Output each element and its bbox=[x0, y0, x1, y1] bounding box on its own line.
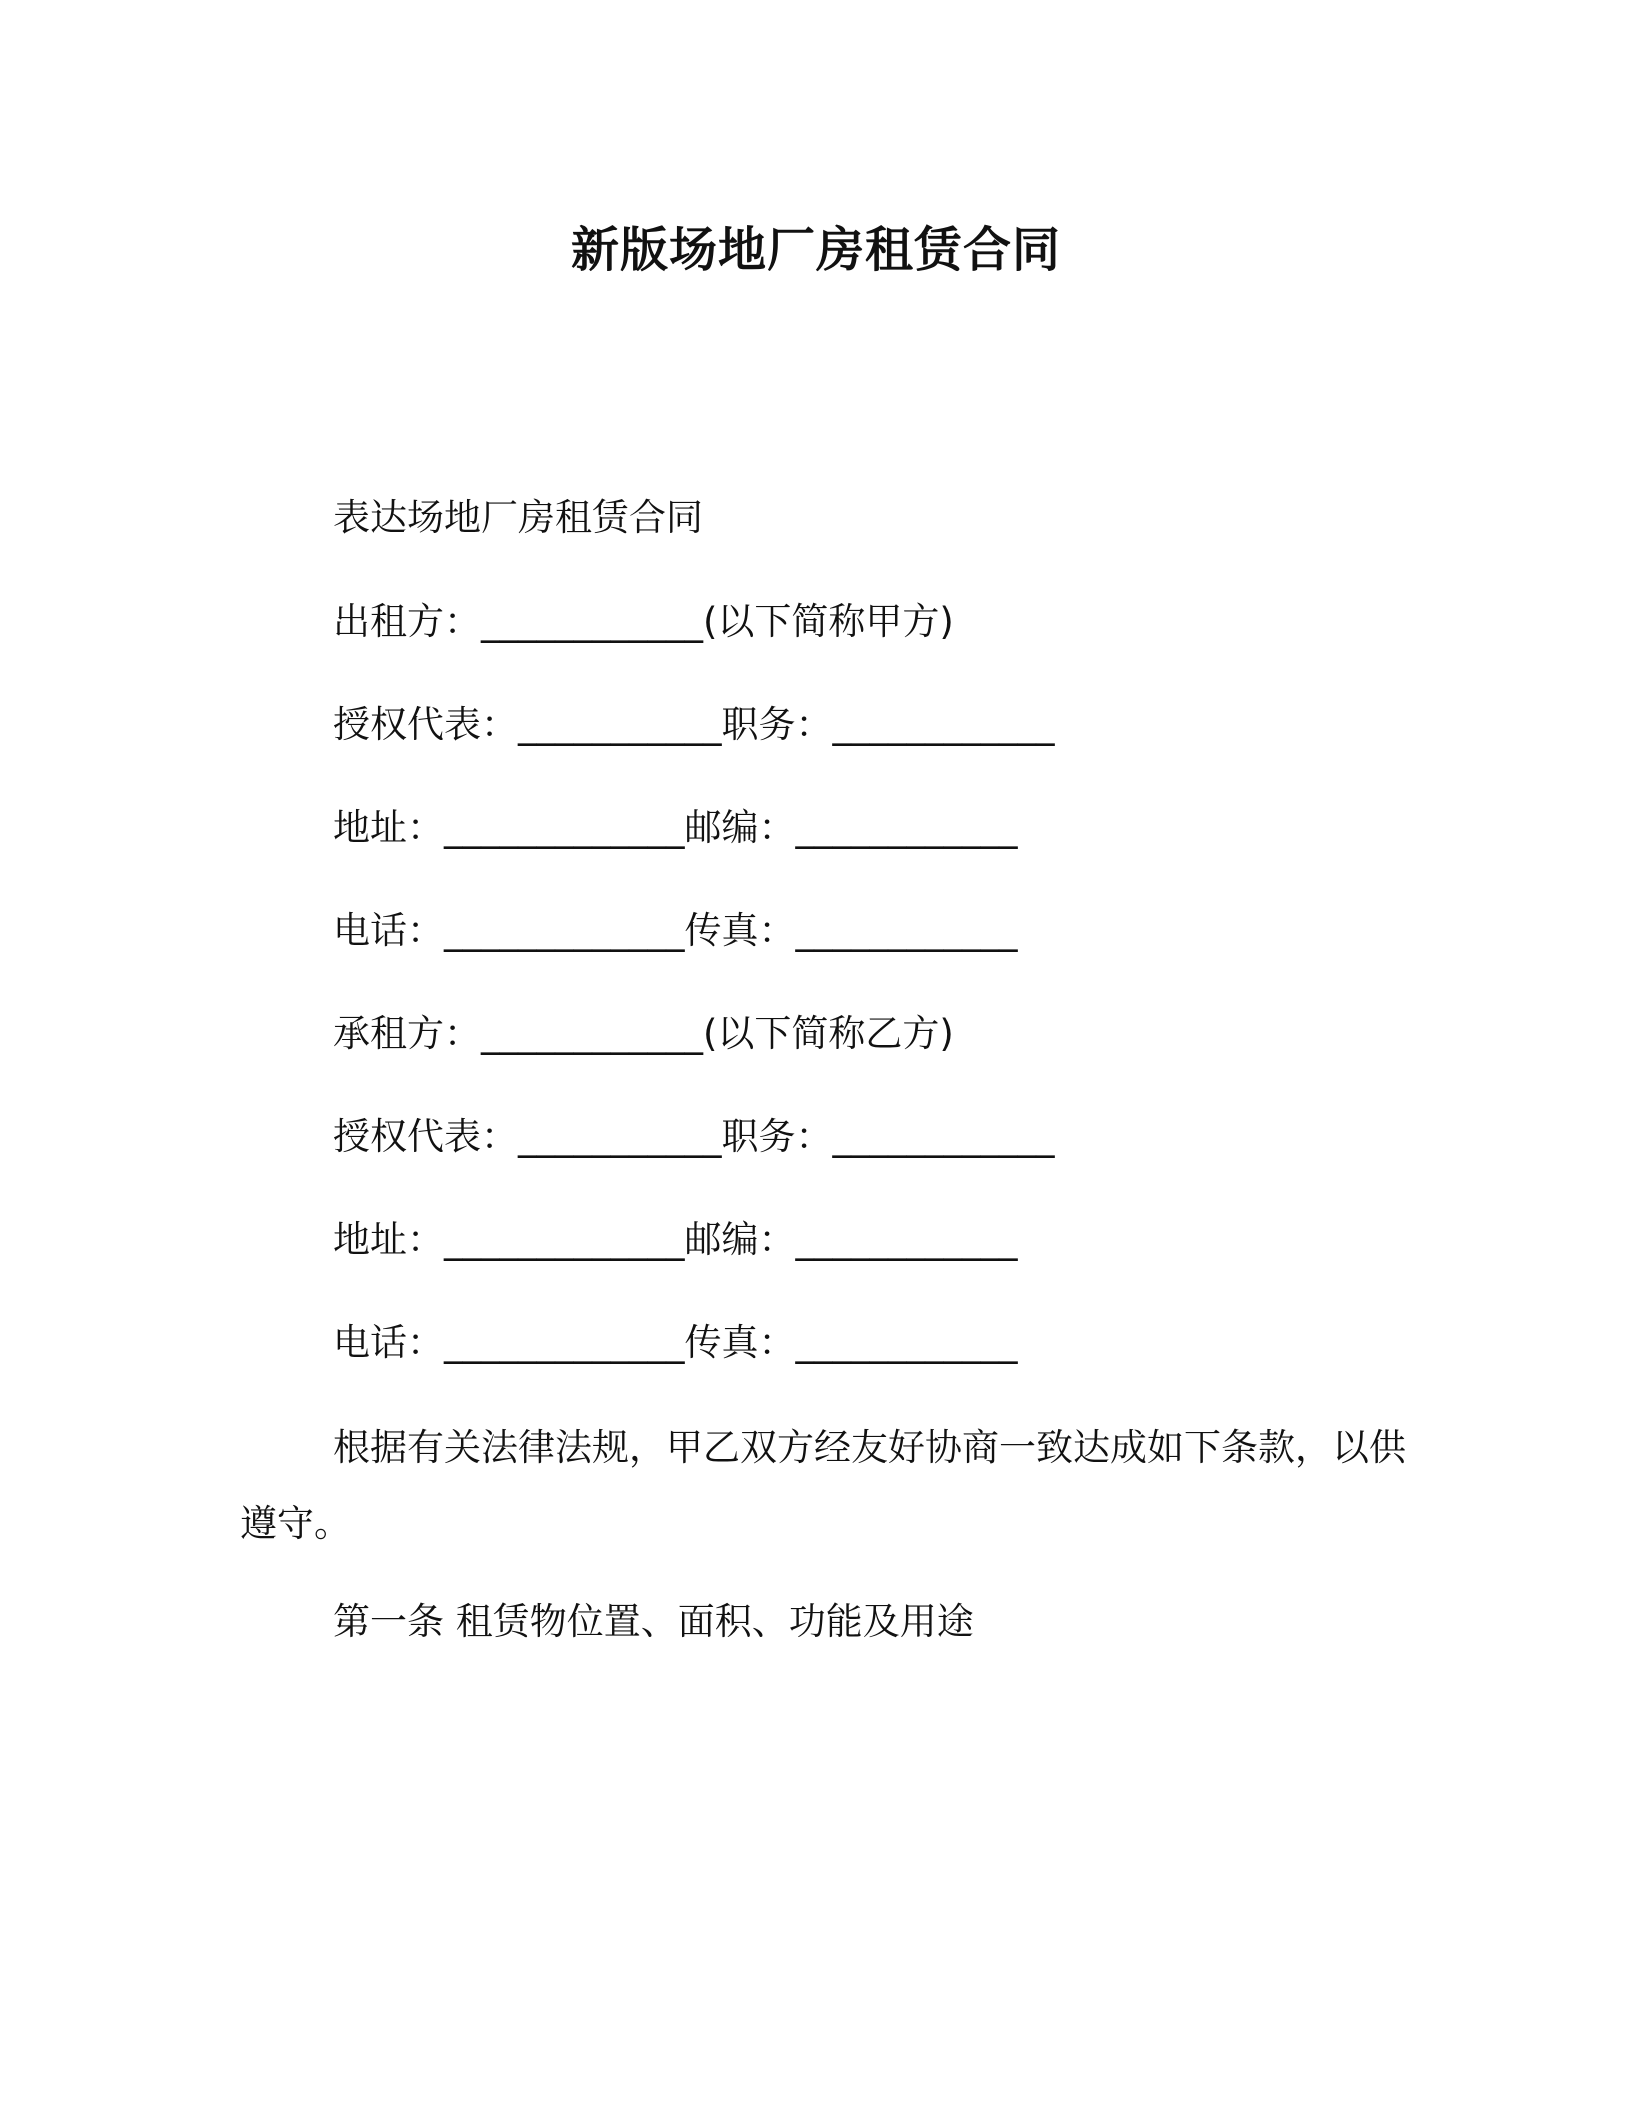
party-a-phone-line: 电话：_____________传真：____________ bbox=[333, 909, 1018, 952]
party-b-address-line: 地址：_____________邮编：____________ bbox=[333, 1218, 1018, 1261]
preamble-paragraph: 根据有关法律法规，甲乙双方经友好协商一致达成如下条款，以供遵守。 bbox=[240, 1426, 1406, 1545]
document-subtitle: 表达场地厂房租赁合同 bbox=[333, 496, 703, 539]
party-b-representative-line: 授权代表：___________职务：____________ bbox=[333, 1115, 1055, 1158]
party-a-address-line: 地址：_____________邮编：____________ bbox=[333, 806, 1018, 849]
party-b-phone-line: 电话：_____________传真：____________ bbox=[333, 1321, 1018, 1364]
party-a-representative-line: 授权代表：___________职务：____________ bbox=[333, 703, 1055, 746]
lessee-line: 承租方：____________(以下简称乙方) bbox=[333, 1012, 954, 1055]
article-1-heading: 第一条 租赁物位置、面积、功能及用途 bbox=[333, 1600, 974, 1643]
lessor-line: 出租方：____________(以下简称甲方) bbox=[333, 600, 954, 643]
document-title: 新版场地厂房租赁合同 bbox=[570, 222, 1061, 278]
